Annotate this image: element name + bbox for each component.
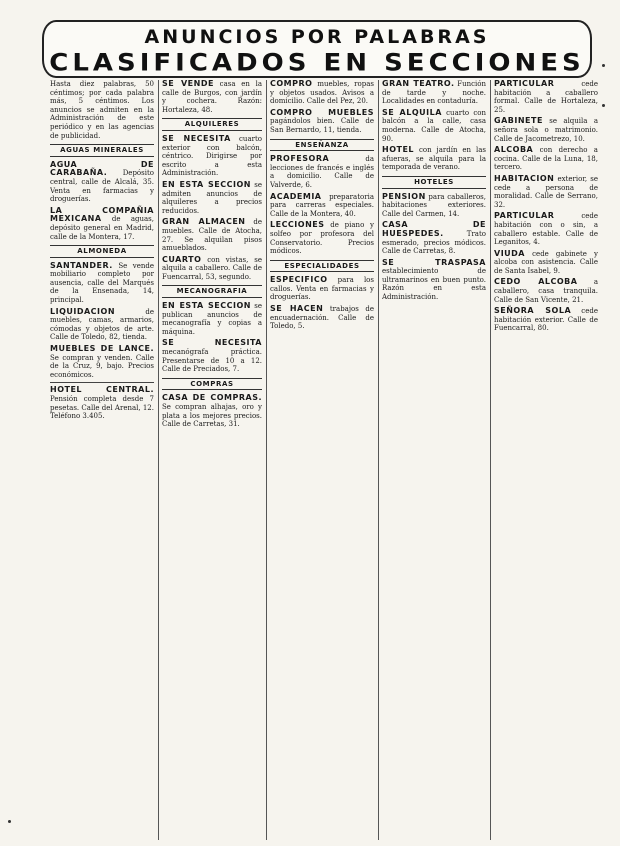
ad-body: de aguas, depósito general en Madrid, calle de la Montera, 17. [50,215,154,241]
list-item [50,386,154,420]
ad-body: mecanógrafa práctica. Presentarse de 10 a 12. Calle de Preciados, 7. [162,348,262,374]
ad-body: cede habitación a caballero formal. Calle de Hortaleza, 25. [494,80,598,114]
section-header-aguas: AGUAS MINERALES [50,144,154,157]
list-item [494,80,598,114]
ad-lead: HABITACION [494,173,555,183]
column-4 [382,80,486,840]
ad-lead: SE TRASPASA [382,257,486,267]
list-item [50,345,154,379]
ad-body: Pensión completa desde 7 pesetas. Calle del Arenal, 12. Teléfono 3.405. [50,395,154,421]
list-item [162,80,262,114]
divider [50,382,154,383]
list-item [382,221,486,255]
ad-lead: VIUDA [494,248,525,258]
ad-lead: LECCIONES [270,220,325,230]
ad-lead: COMPRO MUEBLES [270,107,374,117]
list-item [270,305,374,331]
list-item [50,262,154,305]
print-mark [602,64,605,67]
list-item [270,155,374,189]
ad-body: Función de tarde y noche. Localidades en contaduría. [382,80,486,106]
list-item [50,161,154,204]
ad-lead: ESPECIFICO [270,275,328,285]
ad-lead: SE NECESITA [162,338,262,348]
ad-lead: SEÑORA SOLA [494,306,572,316]
ad-lead: PARTICULAR [494,211,555,221]
section-header-alquileres: ALQUILERES [162,118,262,131]
ad-body: de piano y solfeo por profesora del Conservatorio. Precios módicos. [270,221,374,256]
list-item [162,394,262,428]
classified-banner [42,20,592,78]
ad-lead: CEDO ALCOBA [494,277,578,287]
banner-title: ANUNCIOS POR PALABRAS [144,26,490,48]
section-header-ensenanza: ENSEÑANZA [270,139,374,152]
ad-lead: CUARTO [162,254,202,264]
ad-lead: AGUA DE CARABAÑA. [50,159,154,178]
ad-body: cuarto exterior con balcón, céntrico. Dirigirse por escrito a esta Administración. [162,134,262,178]
ad-body: pagándolos bien. Calle de San Bernardo, 11, tienda. [270,117,374,134]
list-item [270,221,374,255]
column-1 [50,80,154,840]
ad-lead: CASA DE HUESPEDES. [382,220,486,238]
ad-body: muebles, ropas y objetos usados. Avisos a domicilio. Calle del Pez, 20. [270,80,374,106]
print-mark [602,104,605,107]
section-header-mecanografia: MECANOGRAFIA [162,285,262,298]
list-item [382,80,486,106]
ad-body: con vistas, se alquila a caballero. Calle de Fuencarral, 53, segundo. [162,255,262,281]
column-divider [158,80,159,840]
list-item [494,250,598,276]
list-item [50,308,154,342]
column-2 [162,80,262,840]
section-header-especialidades: ESPECIALIDADES [270,260,374,273]
ad-body: se alquila a señora sola o matrimonio. Calle de Jacometrezo, 10. [494,117,598,143]
ad-lead: SE NECESITA [162,133,231,143]
list-item [50,207,154,241]
section-header-compras: COMPRAS [162,378,262,391]
intro-text: Hasta diez palabras, 50 céntimos; por cada palabra más, 5 céntimos. Los anuncios se admiten en la Administración de este periódico y en las agencias de publicidad. [50,80,154,140]
ad-body: cede gabinete y alcoba con asistencia. Calle de Santa Isabel, 9. [494,249,598,275]
section-header-almoneda: ALMONEDA [50,245,154,258]
ad-lead: SE HACEN [270,304,324,314]
list-item [162,181,262,215]
ad-body: cede habitación exterior. Calle de Fuencarral, 80. [494,307,598,333]
ad-body: se publican anuncios de mecanografía y copias a máquina. [162,302,262,336]
list-item [162,302,262,336]
ad-body: casa en la calle de Burgos, con jardín y cochera. Razón: Hortaleza, 48. [162,80,262,114]
print-mark [8,820,11,823]
ad-lead: CASA DE COMPRAS. [162,393,262,403]
ad-lead: LIQUIDACION [50,306,116,316]
column-divider [266,80,267,840]
ad-body: establecimiento de ultramarinos en buen punto. Razón en esta Administración. [382,267,486,302]
column-5 [494,80,598,840]
ad-body: preparatoria para carreras especiales. Calle de la Montera, 40. [270,192,374,218]
list-item [494,278,598,304]
ad-lead: GRAN ALMACEN [162,217,246,227]
ad-lead: SE VENDE [162,80,214,88]
ad-lead: PARTICULAR [494,80,555,88]
ad-body: da lecciones de francés e inglés a domicilio. Calle de Valverde, 6. [270,155,374,189]
ad-lead: GABINETE [494,116,543,126]
ad-lead: PROFESORA [270,154,330,164]
ad-body: se admiten anuncios de alquileres a precios reducidos. [162,180,262,215]
list-item [162,339,262,373]
ad-body: Se vende mobiliario completo por ausencia, calle del Marqués de la Ensenada, 14, principal. [50,261,154,305]
ad-body: trabajos de encuadernación. Calle de Toledo, 5. [270,305,374,331]
ad-body: con jardín en las afueras, se alquila para la temporada de verano. [382,146,486,172]
ad-lead: EN ESTA SECCION [162,301,251,311]
list-item [382,193,486,219]
list-item [270,276,374,302]
column-divider [378,80,379,840]
list-item [494,212,598,246]
list-item [382,259,486,302]
section-header-hoteles: HOTELES [382,176,486,189]
ad-lead: EN ESTA SECCION [162,179,251,189]
ad-lead: PENSION [382,191,426,201]
list-item [162,256,262,282]
ad-body: Se compran alhajas, oro y plata a los mejores precios. Calle de Carretas, 31. [162,403,262,429]
ad-body: Se compran y venden. Calle de la Cruz, 9, bajo. Precios económicos. [50,353,154,379]
list-item [382,109,486,143]
list-item [270,80,374,106]
list-item [494,117,598,143]
list-item [162,218,262,252]
list-item [270,109,374,135]
list-item [494,146,598,172]
ad-lead: HOTEL [382,145,415,155]
list-item [494,175,598,209]
ad-lead: ALCOBA [494,145,534,155]
ad-body: a caballero, casa tranquila. Calle de San Vicente, 21. [494,278,598,304]
column-3 [270,80,374,840]
ad-lead: COMPRO [270,80,313,88]
ad-lead: SE ALQUILA [382,107,442,117]
ad-lead: ACADEMIA [270,191,322,201]
ad-lead: MUEBLES DE LANCE. [50,344,154,354]
column-divider [490,80,491,840]
ad-body: Trato esmerado, precios módicos. Calle de Carretas, 8. [382,229,486,256]
ad-body: para los callos. Venta en farmacias y droguerías. [270,276,374,302]
list-item [494,307,598,333]
list-item [162,135,262,178]
list-item [382,146,486,172]
banner-subtitle: CLASIFICADOS EN SECCIONES [49,49,585,77]
ad-body: Depósito central, calle de Alcalá, 35. Venta en farmacias y droguerías. [50,169,154,204]
ad-lead: SANTANDER. [50,260,113,270]
ad-body: de muebles, camas, armarios, cómodas y objetos de arte. Calle de Toledo, 82, tienda. [50,307,154,342]
ad-body: de muebles. Calle de Atocha, 27. Se alquilan pisos amueblados. [162,218,262,253]
ad-lead: LA COMPAÑIA MEXICANA [50,205,154,224]
ad-body: con derecho a cocina. Calle de la Luna, 18, tercero. [494,146,598,172]
ad-body: cede habitación con o sin, a caballero estable. Calle de Leganitos, 4. [494,212,598,247]
list-item [270,193,374,219]
ad-lead: HOTEL CENTRAL. [50,385,154,395]
ad-body: cuarto con balcón a la calle, casa moderna. Calle de Atocha, 90. [382,108,486,143]
ad-body: para caballeros, habitaciones exteriores. Calle del Carmen, 14. [382,192,486,218]
ad-body: exterior, se cede a persona de moralidad. Calle de Serrano, 32. [494,174,598,209]
ad-lead: GRAN TEATRO. [382,80,455,88]
